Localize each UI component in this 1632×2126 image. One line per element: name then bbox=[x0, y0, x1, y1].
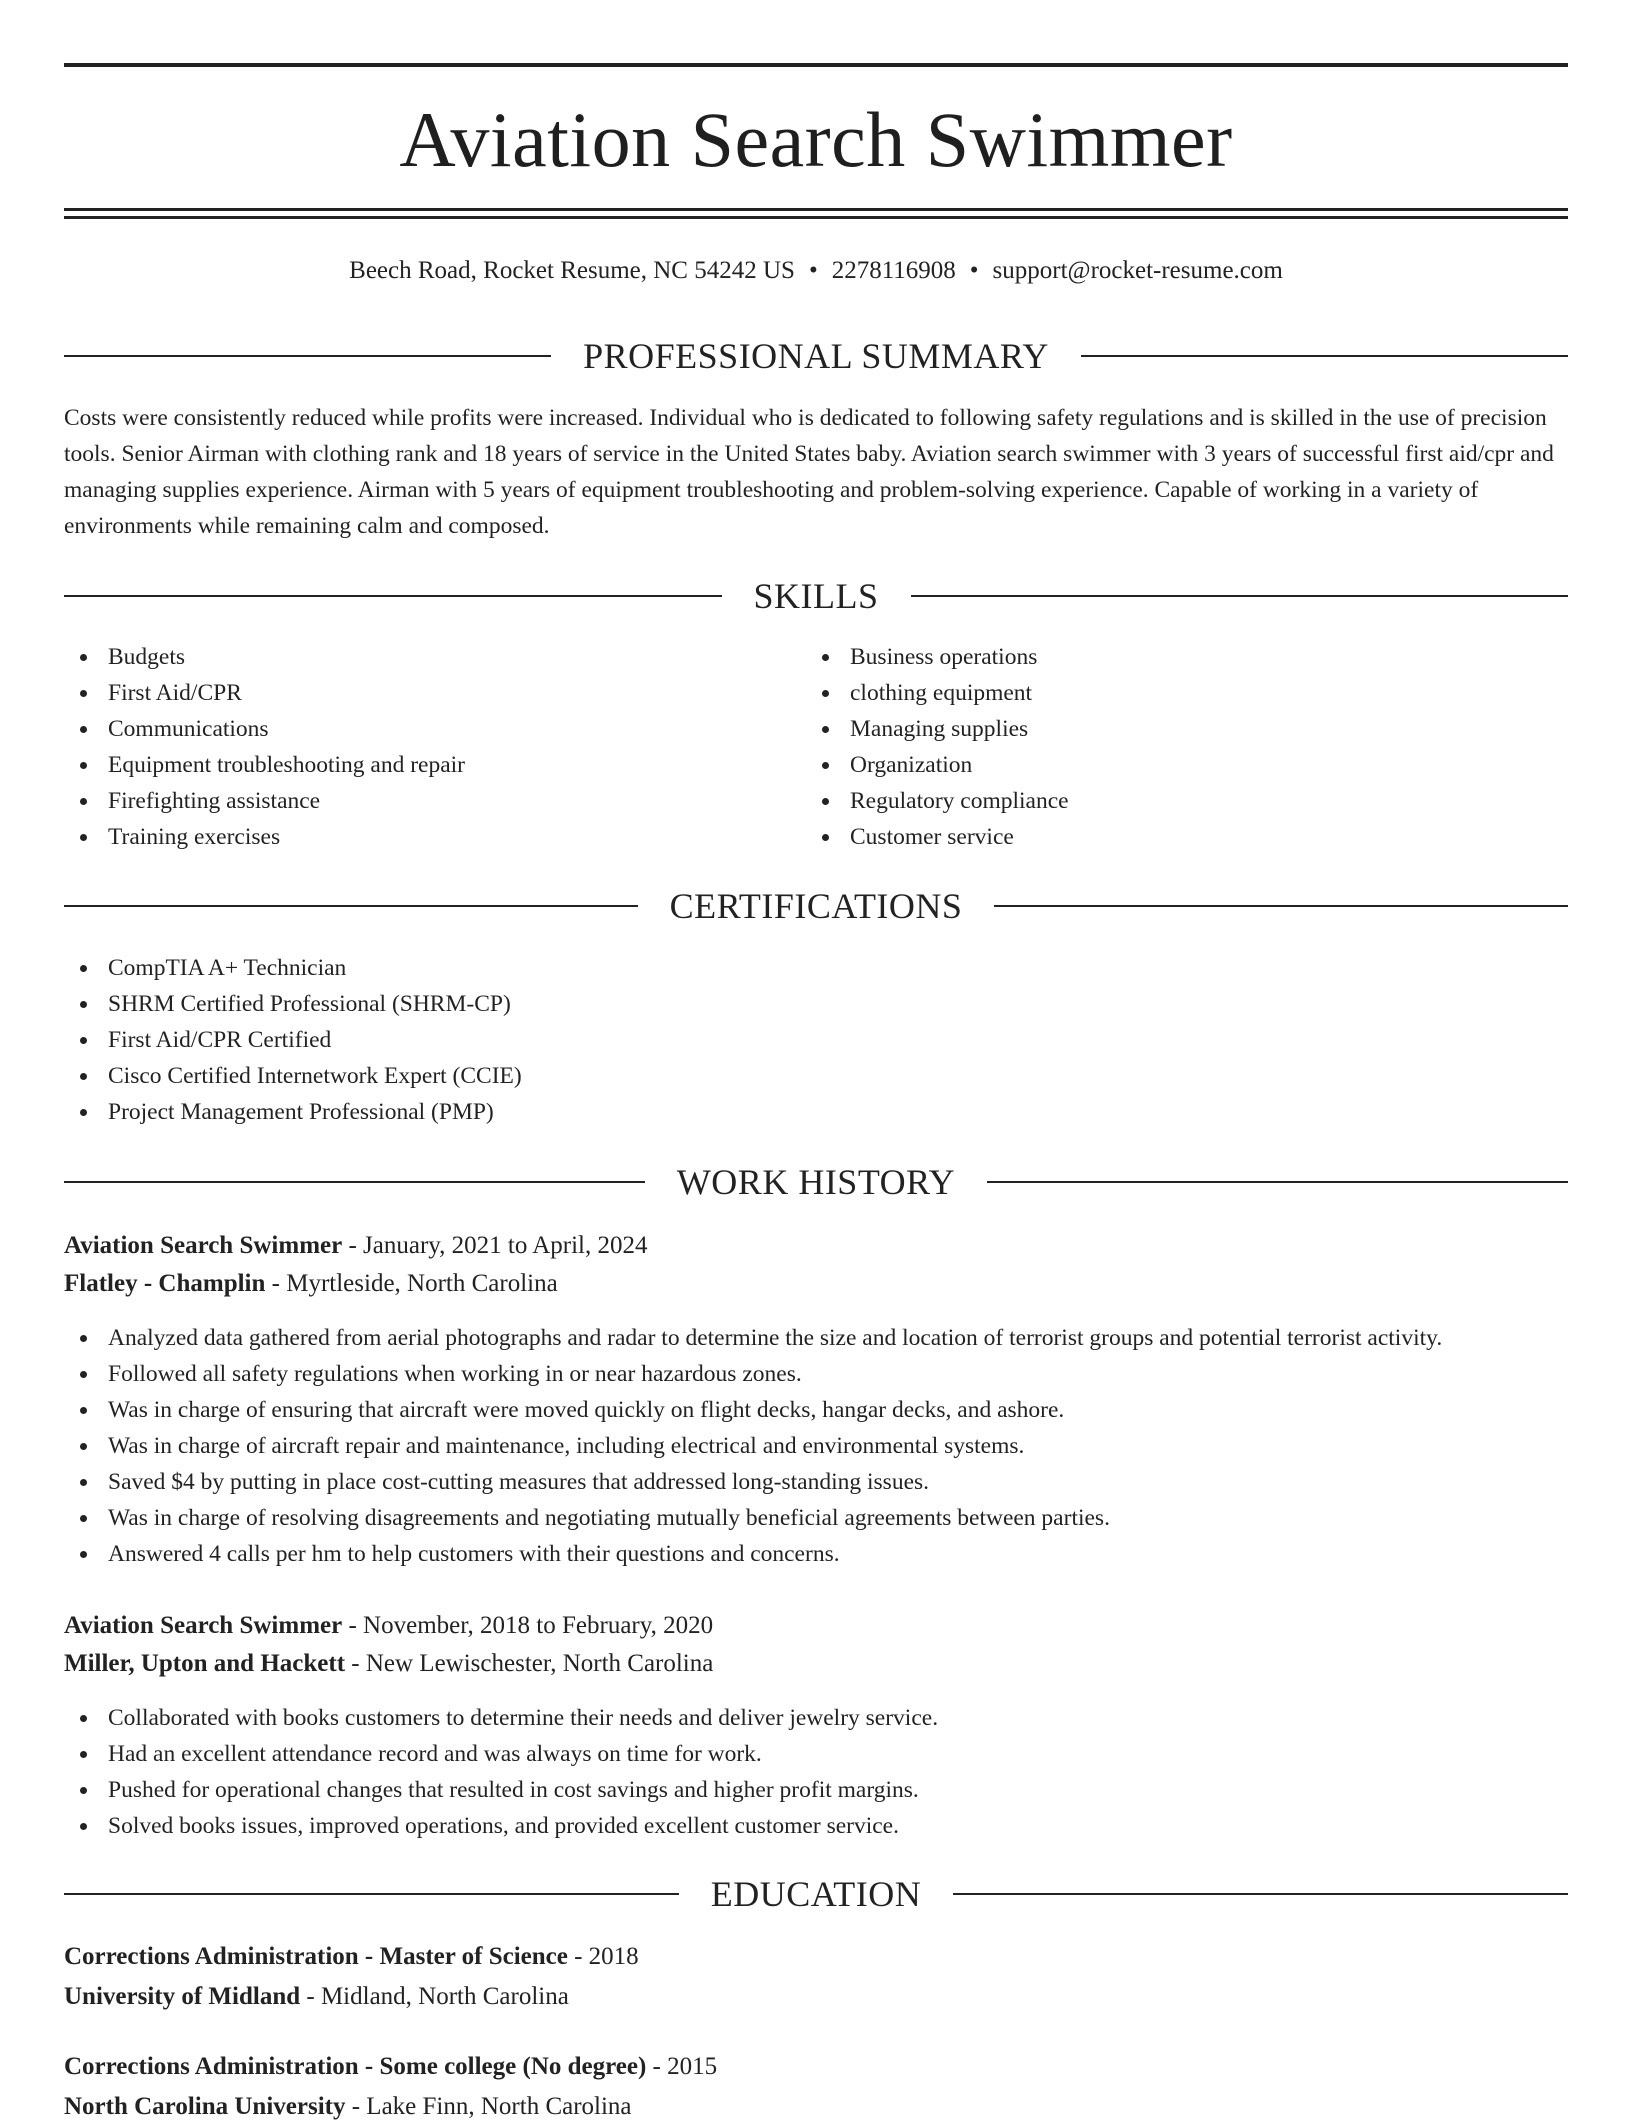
job-title: Aviation Search Swimmer bbox=[64, 1232, 343, 1259]
job-dates: - November, 2018 to February, 2020 bbox=[342, 1612, 714, 1639]
section-heading-certifications bbox=[64, 884, 1568, 928]
education-degree: Corrections Administration - Some college (No degree) bbox=[64, 2053, 647, 2080]
education-year: - 2015 bbox=[646, 2053, 718, 2080]
contact-address: Beech Road, Rocket Resume, NC 54242 US bbox=[349, 257, 795, 284]
section-heading-work-history bbox=[64, 1160, 1568, 1204]
skill-item: Business operations bbox=[806, 639, 1069, 675]
skill-item: clothing equipment bbox=[806, 675, 1069, 711]
section-title: SKILLS bbox=[753, 576, 879, 616]
section-heading-education bbox=[64, 1872, 1568, 1916]
job-company: Miller, Upton and Hackett bbox=[64, 1650, 346, 1677]
name-rule-upper bbox=[64, 208, 1568, 211]
certifications-list bbox=[64, 950, 522, 1130]
job-bullet: Was in charge of resolving disagreements and negotiating mutually beneficial agreements between parties. bbox=[64, 1500, 1442, 1536]
job-bullet: Pushed for operational changes that resulted in cost savings and higher profit margins. bbox=[64, 1772, 938, 1808]
heading-rule bbox=[64, 1181, 645, 1183]
job-title-line bbox=[64, 1607, 1568, 1645]
job-company-line bbox=[64, 1645, 1568, 1683]
section-title: WORK HISTORY bbox=[676, 1162, 956, 1202]
heading-rule bbox=[987, 1181, 1568, 1183]
skill-item: Training exercises bbox=[64, 819, 465, 855]
heading-rule bbox=[911, 595, 1569, 597]
skill-item: Customer service bbox=[806, 819, 1069, 855]
job-bullet: Was in charge of aircraft repair and maintenance, including electrical and environmental systems. bbox=[64, 1428, 1442, 1464]
job-bullet: Collaborated with books customers to determine their needs and deliver jewelry service. bbox=[64, 1700, 938, 1736]
education-year: - 2018 bbox=[567, 1943, 639, 1970]
job-location: - New Lewischester, North Carolina bbox=[345, 1650, 714, 1677]
education-location: - Lake Finn, North Carolina bbox=[345, 2093, 632, 2120]
skill-item: Communications bbox=[64, 711, 465, 747]
skill-item: Managing supplies bbox=[806, 711, 1069, 747]
heading-rule bbox=[1081, 355, 1568, 357]
resume-name: Aviation Search Swimmer bbox=[399, 96, 1233, 183]
job-company: Flatley - Champlin bbox=[64, 1270, 266, 1297]
skill-item: Firefighting assistance bbox=[64, 783, 465, 819]
skills-list-left bbox=[64, 639, 465, 855]
job-bullet: Solved books issues, improved operations, and provided excellent customer service. bbox=[64, 1808, 938, 1844]
heading-rule bbox=[64, 1893, 679, 1895]
section-title: EDUCATION bbox=[710, 1874, 922, 1914]
heading-rule bbox=[64, 355, 551, 357]
job-bullet: Was in charge of ensuring that aircraft were moved quickly on flight decks, hangar decks, and ashore. bbox=[64, 1392, 1442, 1428]
job-title: Aviation Search Swimmer bbox=[64, 1612, 343, 1639]
certification-item: Cisco Certified Internetwork Expert (CCIE) bbox=[64, 1058, 522, 1094]
section-heading-summary bbox=[64, 334, 1568, 378]
section-title: CERTIFICATIONS bbox=[669, 886, 963, 926]
job-company-line bbox=[64, 1265, 1568, 1303]
skill-item: Regulatory compliance bbox=[806, 783, 1069, 819]
name-rule-lower bbox=[64, 216, 1568, 219]
job-dates: - January, 2021 to April, 2024 bbox=[342, 1232, 648, 1259]
job-bullet: Had an excellent attendance record and was always on time for work. bbox=[64, 1736, 938, 1772]
top-rule bbox=[64, 63, 1568, 67]
heading-rule bbox=[64, 595, 722, 597]
education-degree-line bbox=[64, 1938, 1568, 1976]
contact-email: support@rocket-resume.com bbox=[992, 257, 1283, 284]
education-degree: Corrections Administration - Master of Science bbox=[64, 1943, 568, 1970]
heading-rule bbox=[953, 1893, 1568, 1895]
section-title: PROFESSIONAL SUMMARY bbox=[583, 336, 1049, 376]
education-location: - Midland, North Carolina bbox=[300, 1983, 569, 2010]
education-school-line bbox=[64, 1978, 1568, 2016]
skill-item: Organization bbox=[806, 747, 1069, 783]
section-heading-skills bbox=[64, 574, 1568, 618]
job-bullet: Followed all safety regulations when working in or near hazardous zones. bbox=[64, 1356, 1442, 1392]
skill-item: First Aid/CPR bbox=[64, 675, 465, 711]
certification-item: First Aid/CPR Certified bbox=[64, 1022, 522, 1058]
job-bullet: Analyzed data gathered from aerial photographs and radar to determine the size and location of terrorist groups and potential terrorist activity. bbox=[64, 1320, 1442, 1356]
heading-rule bbox=[994, 905, 1568, 907]
certification-item: CompTIA A+ Technician bbox=[64, 950, 522, 986]
job-bullet: Answered 4 calls per hm to help customers with their questions and concerns. bbox=[64, 1536, 1442, 1572]
education-school-line bbox=[64, 2088, 1568, 2126]
education-degree-line bbox=[64, 2048, 1568, 2086]
contact-phone: 2278116908 bbox=[831, 257, 956, 284]
certification-item: Project Management Professional (PMP) bbox=[64, 1094, 522, 1130]
heading-rule bbox=[64, 905, 638, 907]
education-school: University of Midland bbox=[64, 1983, 301, 2010]
skill-item: Budgets bbox=[64, 639, 465, 675]
education-school: North Carolina University bbox=[64, 2093, 346, 2120]
skills-list-right bbox=[806, 639, 1069, 855]
skill-item: Equipment troubleshooting and repair bbox=[64, 747, 465, 783]
job-bullets bbox=[64, 1320, 1442, 1572]
contact-line bbox=[0, 254, 1632, 288]
certification-item: SHRM Certified Professional (SHRM-CP) bbox=[64, 986, 522, 1022]
contact-separator: • bbox=[969, 257, 979, 284]
job-bullets bbox=[64, 1700, 938, 1844]
job-location: - Myrtleside, North Carolina bbox=[265, 1270, 558, 1297]
contact-separator: • bbox=[808, 257, 818, 284]
job-bullet: Saved $4 by putting in place cost-cutting measures that addressed long-standing issues. bbox=[64, 1464, 1442, 1500]
job-title-line bbox=[64, 1227, 1568, 1265]
summary-text: Costs were consistently reduced while profits were increased. Individual who is dedicated to following safety regulations and is skilled in the use of precision tools. Senior Airman with clothing rank and 18 years of service in the United States baby. Aviation search swimmer with 3 years of successful first aid/cpr and managing supplies experience. Airman with 5 years of equipment troubleshooting and problem-solving experience. Capable of working in a variety of environments while remaining calm and composed. bbox=[64, 405, 1554, 539]
